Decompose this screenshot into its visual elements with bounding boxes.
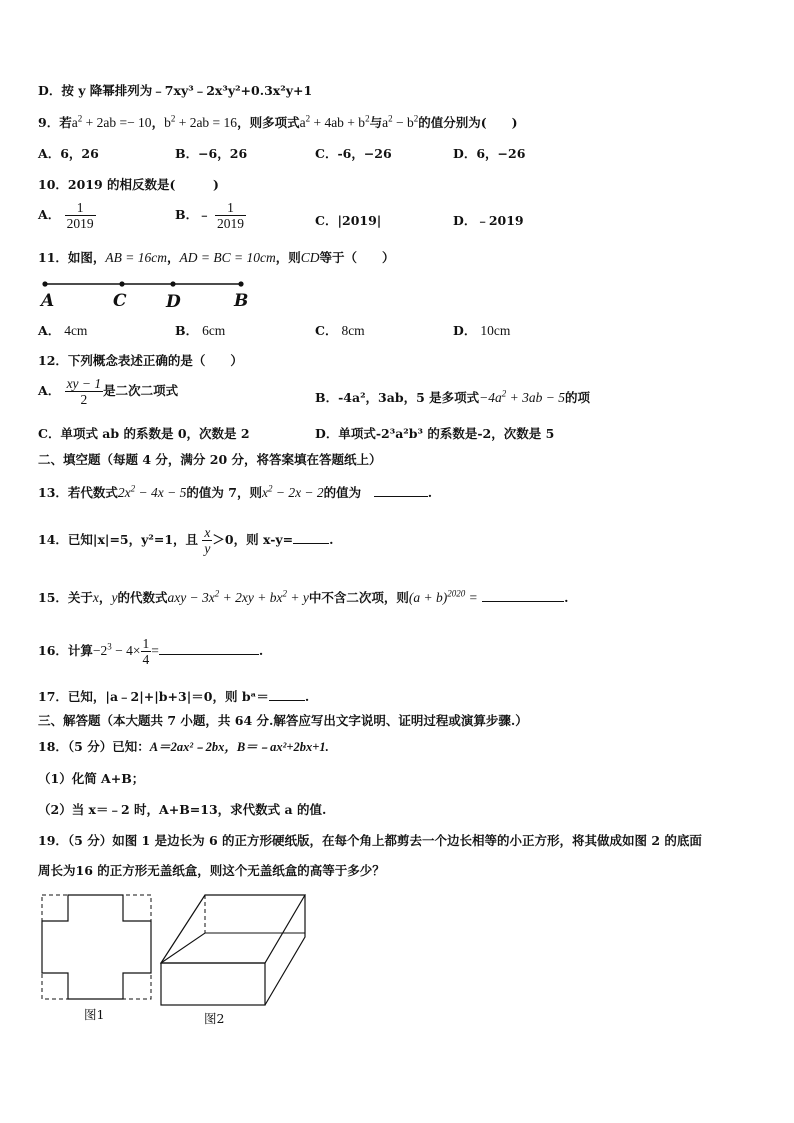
option-text: ﹣2019 bbox=[476, 213, 524, 228]
option-label: D． bbox=[453, 146, 477, 161]
figure-2-caption: 图2 bbox=[204, 1011, 225, 1026]
option-label: D． bbox=[453, 323, 477, 338]
q19-stem-line-2: 周长为16 的正方形无盖纸盒，则这个无盖纸盒的高等于多少？ bbox=[38, 863, 385, 878]
equals: = bbox=[468, 590, 478, 605]
section-2-heading: 二、填空题（每题 4 分，满分 20 分，将答案填在答题纸上） bbox=[38, 452, 382, 467]
question-number: 11． bbox=[38, 250, 68, 265]
question-number: 15． bbox=[38, 590, 68, 605]
q10-option-a bbox=[38, 201, 96, 230]
text: 若 bbox=[59, 115, 72, 130]
expression: $2x^2 - 4x - 5$ bbox=[117, 483, 187, 500]
q9-option-c bbox=[315, 145, 392, 163]
q18-part-2: （2）当 x＝﹣2 时，A+B=13，求代数式 a 的值. bbox=[38, 802, 327, 817]
option-label: D． bbox=[453, 213, 477, 228]
q12-option-b bbox=[315, 389, 590, 407]
option-label: B． bbox=[175, 207, 199, 222]
point-label-a: A bbox=[41, 291, 55, 311]
q11-stem bbox=[38, 249, 395, 267]
figure-1-caption: 图1 bbox=[84, 1007, 105, 1022]
text: ，则 bbox=[275, 250, 301, 265]
math: AB = 16cm bbox=[105, 250, 168, 265]
cut-outline bbox=[42, 895, 151, 999]
question-number: 9． bbox=[38, 115, 60, 130]
figure-1-cut-square bbox=[40, 893, 155, 1003]
fraction bbox=[65, 201, 96, 230]
numerator: 1 bbox=[227, 200, 234, 215]
q10-option-d bbox=[453, 212, 524, 230]
text: 与 bbox=[369, 115, 383, 130]
option-text: 单项式-2³a²b³ 的系数是-2，次数是 5 bbox=[338, 426, 555, 441]
question-number: 13． bbox=[38, 485, 68, 500]
text: . bbox=[258, 643, 264, 658]
fraction bbox=[215, 201, 246, 230]
text: 关于 bbox=[67, 590, 93, 605]
answer-blank[interactable] bbox=[482, 588, 564, 602]
option-label: C． bbox=[315, 146, 338, 161]
expression: axy − $3x^2 + 2xy + bx^2 + y$ bbox=[167, 588, 309, 605]
segment-figure bbox=[36, 276, 256, 312]
text: ， bbox=[98, 590, 112, 605]
option-label: B． bbox=[315, 390, 339, 405]
numerator: xy − 1 bbox=[66, 376, 102, 391]
question-text: 17．已知，|a﹣2|+|b+3|＝0，则 bᵃ＝ bbox=[38, 689, 269, 704]
option-text: 8cm bbox=[341, 323, 365, 338]
q11-option-c bbox=[315, 322, 365, 340]
q11-option-a bbox=[38, 322, 87, 340]
text: 计算 bbox=[67, 643, 93, 658]
option-text: 单项式 ab 的系数是 0，次数是 2 bbox=[60, 426, 250, 441]
option-text: |2019| bbox=[337, 213, 382, 228]
text: 等于（ ） bbox=[319, 250, 395, 265]
numerator: 1 bbox=[142, 636, 150, 651]
option-label: C． bbox=[38, 426, 61, 441]
point-b bbox=[238, 281, 243, 286]
score: （5 分） bbox=[67, 739, 113, 754]
denominator: y bbox=[204, 540, 211, 556]
option-label: D． bbox=[38, 83, 62, 98]
option-label: B． bbox=[175, 323, 199, 338]
text: 已知： bbox=[112, 739, 150, 754]
point-c bbox=[119, 281, 124, 286]
fraction bbox=[202, 526, 212, 555]
option-label: A． bbox=[38, 207, 61, 222]
question-number: 18． bbox=[38, 739, 68, 754]
denominator: 2019 bbox=[216, 215, 244, 231]
fraction bbox=[65, 377, 104, 406]
q16-stem bbox=[38, 637, 263, 666]
option-text: -4a²，3ab，5 是多项式 bbox=[338, 390, 480, 405]
text: 的值分别为( ) bbox=[418, 115, 518, 130]
option-text: 6cm bbox=[202, 323, 226, 338]
fraction bbox=[141, 637, 152, 666]
text: 已知|x|=5，y²=1，且 bbox=[67, 532, 199, 547]
point-d bbox=[170, 281, 175, 286]
q18-stem bbox=[38, 738, 329, 756]
option-text: 6，26 bbox=[60, 146, 99, 161]
option-label: A． bbox=[38, 323, 61, 338]
text: 中不含二次项，则 bbox=[308, 590, 409, 605]
option-text: 的项 bbox=[564, 390, 590, 405]
polynomial: $-4a^2 + 3ab - 5$ bbox=[479, 388, 565, 405]
point-label-d: D bbox=[166, 292, 181, 312]
option-label: C． bbox=[315, 213, 338, 228]
q9-option-a bbox=[38, 145, 99, 163]
dashed-outline bbox=[42, 895, 151, 999]
q18-part-1: （1）化简 A+B； bbox=[38, 771, 145, 786]
expression: $-2^3 - 4\times$ bbox=[92, 641, 141, 658]
numerator: x bbox=[204, 525, 211, 540]
q8-option-d bbox=[38, 82, 312, 100]
text: 的值为 7，则 bbox=[186, 485, 262, 500]
text: ＞0，则 x-y= bbox=[212, 532, 294, 547]
exponent: 2020 bbox=[447, 588, 466, 599]
q9-option-b bbox=[175, 145, 247, 163]
q17-stem bbox=[38, 687, 309, 706]
option-text: -6，−26 bbox=[337, 146, 392, 161]
option-text: 按 y 降幂排列为﹣7xy³﹣2x³y²+0.3x²y+1 bbox=[61, 83, 313, 98]
text: 若代数式 bbox=[67, 485, 118, 500]
figure-2-open-box bbox=[158, 891, 308, 1009]
q12-option-d bbox=[315, 425, 554, 443]
answer-blank[interactable] bbox=[159, 641, 259, 655]
expression-1: $a^2 + 4ab + b^2$ bbox=[299, 113, 370, 130]
math: CD bbox=[300, 250, 320, 265]
option-label: C． bbox=[315, 323, 338, 338]
given-expressions: A＝2ax²﹣2bx，B＝﹣ax²+2bx+1. bbox=[149, 740, 329, 754]
text: ， bbox=[151, 115, 165, 130]
text: . bbox=[564, 590, 569, 605]
variable: y bbox=[111, 590, 118, 605]
question-number: 16． bbox=[38, 643, 68, 658]
q19-stem-line-1: 19．（5 分）如图 1 是边长为 6 的正方形硬纸版，在每个角上都剪去一个边长相等的小正方形，将其做成如图 2 的底面 bbox=[38, 833, 702, 848]
point-label-b: B bbox=[234, 291, 249, 311]
box-inner-edges bbox=[161, 933, 305, 963]
q10-option-b bbox=[175, 201, 246, 230]
answer-blank[interactable] bbox=[374, 483, 428, 497]
answer-blank[interactable] bbox=[269, 687, 305, 701]
box-top-rim bbox=[161, 895, 305, 963]
box-front-face bbox=[161, 963, 265, 1005]
q11-option-b bbox=[175, 322, 225, 340]
option-text: 10cm bbox=[480, 323, 511, 338]
q12-option-c bbox=[38, 425, 250, 443]
text: ，则多项式 bbox=[237, 115, 300, 130]
option-label: B． bbox=[175, 146, 199, 161]
q11-option-d bbox=[453, 322, 510, 340]
q10-option-c bbox=[315, 212, 381, 230]
text: 如图， bbox=[67, 250, 106, 265]
option-label: A． bbox=[38, 383, 61, 398]
option-text: 是二次二项式 bbox=[103, 383, 179, 398]
q12-option-a bbox=[38, 377, 178, 406]
math: AD = BC = 10cm bbox=[179, 250, 276, 265]
option-text: −6，26 bbox=[198, 146, 248, 161]
option-label: A． bbox=[38, 146, 61, 161]
minus-sign: ﹣ bbox=[198, 207, 211, 222]
numerator: 1 bbox=[76, 200, 84, 215]
equation-1: $a^2 + 2ab =- 10$ bbox=[71, 113, 152, 130]
denominator: 2019 bbox=[66, 215, 94, 231]
text: . bbox=[304, 689, 310, 704]
equals: = bbox=[151, 643, 159, 658]
box-side-face bbox=[265, 895, 305, 1005]
q15-stem bbox=[38, 588, 568, 607]
point-a bbox=[42, 281, 47, 286]
option-text: 6，−26 bbox=[476, 146, 526, 161]
text: ， bbox=[167, 250, 180, 265]
text: . bbox=[427, 485, 433, 500]
q10-stem: 10．2019 的相反数是( ) bbox=[38, 177, 219, 192]
denominator: 4 bbox=[142, 651, 150, 667]
variable: x bbox=[92, 590, 99, 605]
q13-stem bbox=[38, 483, 432, 502]
expression: $x^2 - 2x - 2$ bbox=[261, 483, 324, 500]
option-label: D． bbox=[315, 426, 339, 441]
q9-option-d bbox=[453, 145, 525, 163]
expression-2: $a^2 - b^2$ bbox=[382, 113, 419, 130]
section-3-heading: 三、解答题（本大题共 7 小题，共 64 分.解答应写出文字说明、证明过程或演算步骤.） bbox=[38, 713, 528, 728]
option-text: 4cm bbox=[64, 323, 88, 338]
answer-blank[interactable] bbox=[293, 530, 329, 544]
point-label-c: C bbox=[113, 291, 127, 311]
q12-stem: 12．下列概念表述正确的是（ ） bbox=[38, 353, 243, 368]
power-expression: $(a + b)^{2020}$ = bbox=[408, 588, 478, 605]
question-number: 14． bbox=[38, 532, 68, 547]
q14-stem bbox=[38, 526, 333, 555]
text: . bbox=[329, 532, 334, 547]
q9-stem bbox=[38, 114, 518, 132]
equation-2: $b^2 + 2ab = 16$ bbox=[164, 113, 238, 130]
text: 的代数式 bbox=[117, 590, 168, 605]
text: 的值为 bbox=[323, 485, 362, 500]
denominator: 2 bbox=[65, 391, 104, 407]
